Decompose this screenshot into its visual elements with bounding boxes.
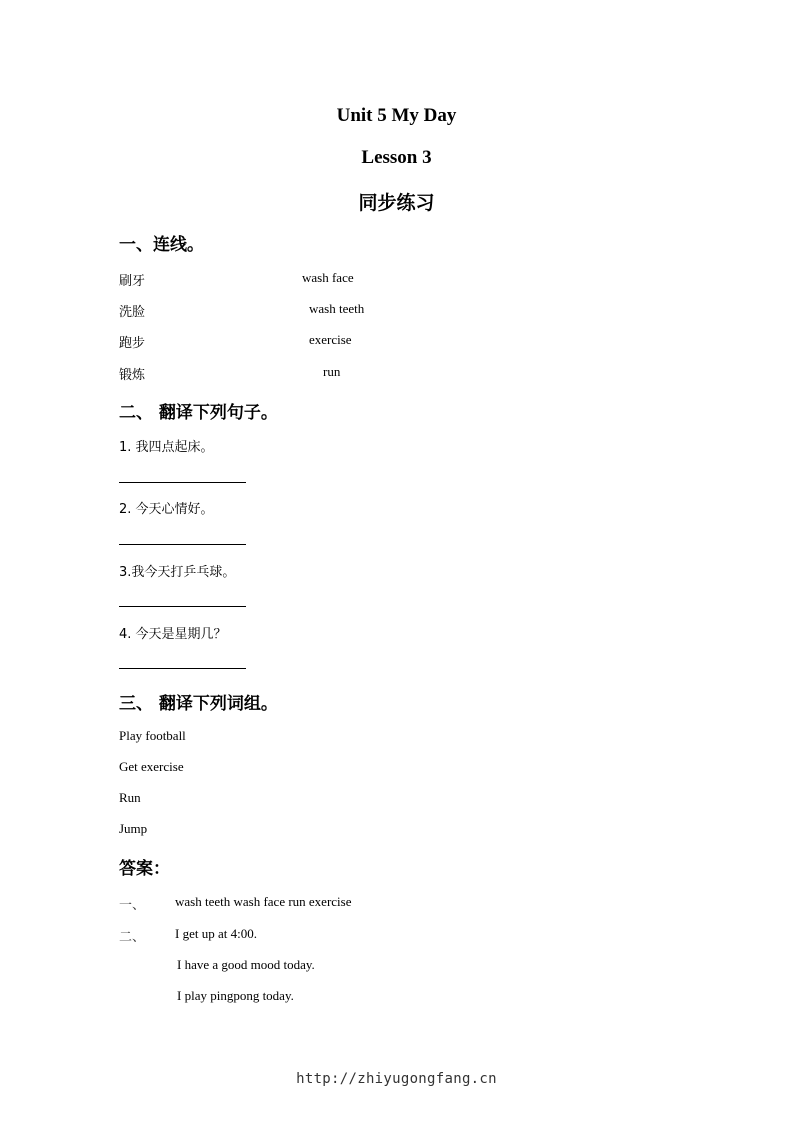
answer-2-line: I play pingpong today. xyxy=(177,988,294,1003)
match-left-item: 跑步 xyxy=(119,336,146,351)
answers-heading: 答案： xyxy=(119,859,170,879)
lesson-title: Lesson 3 xyxy=(361,147,432,168)
section-1-heading: 一、连线。 xyxy=(119,235,204,255)
sentence-item: 1. 我四点起床。 xyxy=(119,440,214,455)
page-subtitle: 同步练习 xyxy=(358,192,435,214)
answer-1-label: 一、 xyxy=(119,898,146,913)
phrase-item: Jump xyxy=(119,821,148,836)
answer-blank-line xyxy=(119,606,246,607)
match-left-item: 刷牙 xyxy=(119,274,146,289)
phrase-item: Get exercise xyxy=(119,759,184,774)
match-left-item: 锻炼 xyxy=(119,368,146,383)
match-left-item: 洗脸 xyxy=(119,305,146,320)
section-2-heading: 二、 翻译下列句子。 xyxy=(119,403,278,423)
match-right-item: wash face xyxy=(302,270,354,285)
answer-1-text: wash teeth wash face run exercise xyxy=(175,894,352,909)
answer-2-label: 二、 xyxy=(119,930,146,945)
match-right-item: run xyxy=(323,364,341,379)
section-3-heading: 三、 翻译下列词组。 xyxy=(119,694,278,714)
answer-2-line: I get up at 4:00. xyxy=(175,926,257,941)
sentence-item: 2. 今天心情好。 xyxy=(119,502,214,517)
footer-url[interactable]: http://zhiyugongfang.cn xyxy=(296,1071,497,1087)
answer-blank-line xyxy=(119,668,246,669)
answer-blank-line xyxy=(119,544,246,545)
answer-2-line: I have a good mood today. xyxy=(177,957,315,972)
match-right-item: exercise xyxy=(309,332,352,347)
sentence-item: 3.我今天打乒乓球。 xyxy=(119,565,236,580)
page-title: Unit 5 My Day xyxy=(336,105,457,126)
sentence-item: 4. 今天是星期几？ xyxy=(119,627,227,642)
phrase-item: Run xyxy=(119,790,141,805)
answer-blank-line xyxy=(119,482,246,483)
match-right-item: wash teeth xyxy=(309,301,365,316)
phrase-item: Play football xyxy=(119,728,186,743)
